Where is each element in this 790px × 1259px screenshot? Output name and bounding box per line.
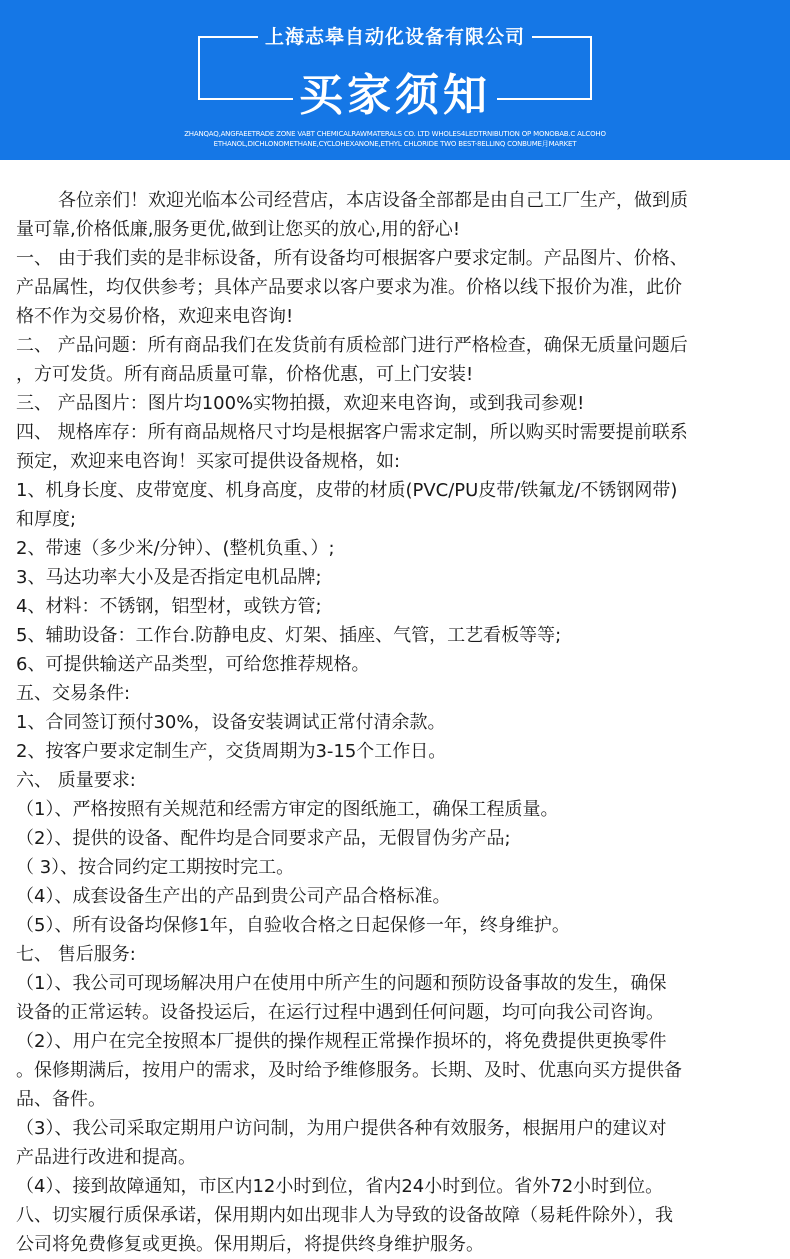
- notice-line: 1、机身长度、皮带宽度、机身高度，皮带的材质(PVC/PU皮带/铁氟龙/不锈钢网带): [16, 480, 678, 501]
- notice-line: 格不作为交易价格，欢迎来电咨询!: [16, 306, 294, 327]
- notice-line: 和厚度;: [16, 509, 77, 530]
- notice-line: 七、 售后服务:: [16, 944, 136, 965]
- notice-body: [0, 186, 790, 1259]
- notice-line: 产品进行改进和提高。: [16, 1147, 196, 1168]
- notice-line: 1、合同签订预付30%，设备安装调试正常付清余款。: [16, 712, 446, 733]
- notice-line: 2、带速（多少米/分钟）、(整机负重、）;: [16, 538, 335, 559]
- company-name: 上海志皋自动化设备有限公司: [264, 26, 525, 48]
- notice-line: ，方可发货。所有商品质量可靠，价格优惠，可上门安装!: [16, 364, 474, 385]
- notice-line: 公司将免费修复或更换。保用期后，将提供终身维护服务。: [16, 1234, 484, 1255]
- notice-line: （2）、提供的设备、配件均是合同要求产品，无假冒伪劣产品;: [16, 828, 511, 849]
- notice-line: 四、 规格库存：所有商品规格尺寸均是根据客户需求定制，所以购买时需要提前联系: [16, 422, 688, 443]
- notice-line: （1）、我公司可现场解决用户在使用中所产生的问题和预防设备事故的发生，确保: [16, 973, 667, 994]
- notice-line: 6、可提供输送产品类型，可给您推荐规格。: [16, 654, 370, 675]
- notice-line: 5、辅助设备：工作台.防静电皮、灯架、插座、气管，工艺看板等等;: [16, 625, 562, 646]
- notice-line: 3、马达功率大小及是否指定电机品牌;: [16, 567, 322, 588]
- notice-line: 产品属性，均仅供参考；具体产品要求以客户要求为准。价格以线下报价为准，此价: [16, 277, 682, 298]
- notice-line: 设备的正常运转。设备投运后，在运行过程中遇到任何问题，均可向我公司咨询。: [16, 1002, 664, 1023]
- notice-line: （1）、严格按照有关规范和经需方审定的图纸施工，确保工程质量。: [16, 799, 559, 820]
- english-subtitle: [0, 129, 790, 149]
- notice-line: 。保修期满后，按用户的需求，及时给予维修服务。长期、及时、优惠向买方提供备: [16, 1060, 682, 1081]
- notice-line: 品、备件。: [16, 1089, 106, 1110]
- notice-line: （ 3）、按合同约定工期按时完工。: [16, 857, 295, 878]
- header-banner: [0, 0, 790, 160]
- english-subtitle-line: ZHANQAQ,ANGFAEETRADE ZONE VABT CHEMICALRAWMATERALS CO. LTD WHOLES4LEDTRNIBUTION OP MONOBAB.C ALCOHO: [184, 130, 606, 138]
- notice-line: （3）、我公司采取定期用户访问制，为用户提供各种有效服务，根据用户的建议对: [16, 1118, 667, 1139]
- notice-line: （5）、所有设备均保修1年，自验收合格之日起保修一年，终身维护。: [16, 915, 570, 936]
- notice-line: 2、按客户要求定制生产，交货周期为3-15个工作日。: [16, 741, 447, 762]
- notice-line: 一、 由于我们卖的是非标设备，所有设备均可根据客户要求定制。产品图片、价格、: [16, 248, 688, 269]
- notice-line: 量可靠,价格低廉,服务更优,做到让您买的放心,用的舒心!: [16, 219, 461, 240]
- notice-line: 预定，欢迎来电咨询！买家可提供设备规格，如:: [16, 451, 401, 472]
- notice-line: 各位亲们！欢迎光临本公司经营店，本店设备全部都是由自己工厂生产，做到质: [58, 190, 688, 211]
- notice-line: 二、 产品问题：所有商品我们在发货前有质检部门进行严格检查，确保无质量问题后: [16, 335, 688, 356]
- notice-line: （4）、成套设备生产出的产品到贵公司产品合格标准。: [16, 886, 451, 907]
- notice-line: （4）、接到故障通知，市区内12小时到位，省内24小时到位。省外72小时到位。: [16, 1176, 664, 1197]
- notice-line: 五、交易条件:: [16, 683, 131, 704]
- notice-line: （2）、用户在完全按照本厂提供的操作规程正常操作损坏的，将免费提供更换零件: [16, 1031, 667, 1052]
- page-title: 买家须知: [299, 70, 491, 121]
- english-subtitle-line: ETHANOL,DICHLONOMETHANE,CYCLOHEXANONE,ETHYL CHLORIDE TWO BEST-8ELLINQ CONBUME月MARKET: [213, 140, 577, 148]
- notice-line: 八、切实履行质保承诺，保用期内如出现非人为导致的设备故障（易耗件除外），我: [16, 1205, 673, 1226]
- notice-line: 三、 产品图片：图片均100%实物拍摄，欢迎来电咨询，或到我司参观!: [16, 393, 585, 414]
- notice-line: 4、材料：不锈钢，铝型材，或铁方管;: [16, 596, 322, 617]
- notice-line: 六、 质量要求:: [16, 770, 136, 791]
